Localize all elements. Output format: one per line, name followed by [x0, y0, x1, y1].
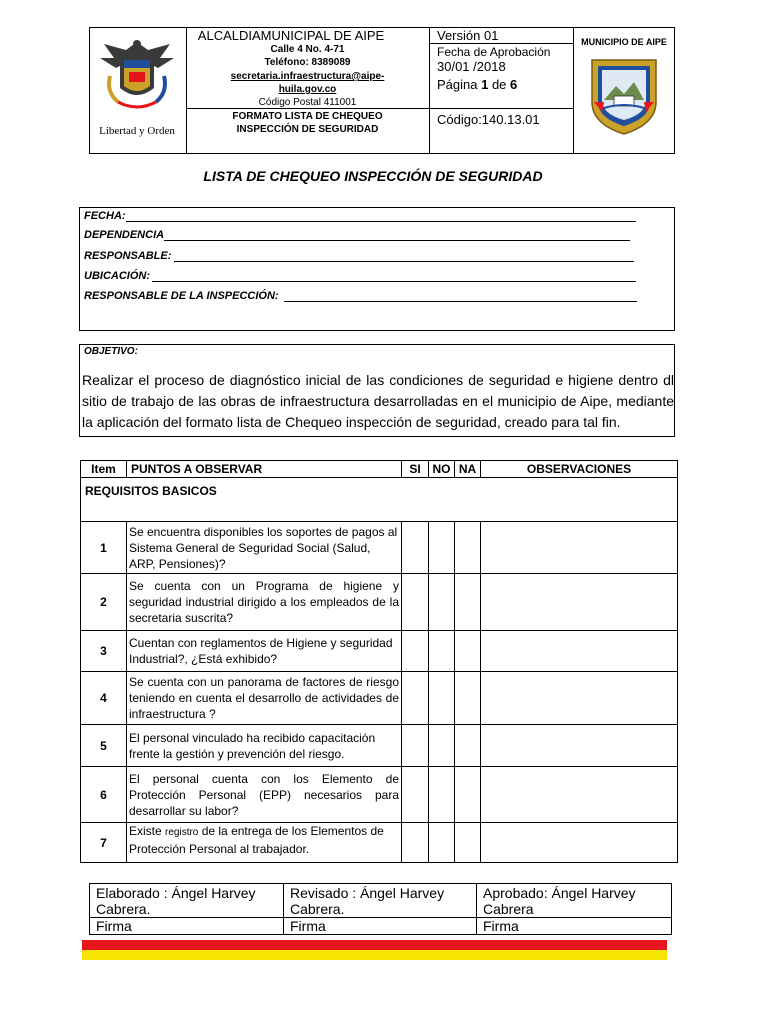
header-divider	[429, 27, 430, 154]
format-title-line2: INSPECCIÓN DE SEGURIDAD	[236, 124, 379, 135]
page-current: 1	[481, 77, 489, 92]
row-number: 7	[81, 823, 127, 863]
municipal-shield-icon	[590, 56, 658, 136]
observations-cell[interactable]	[481, 725, 678, 767]
field-dependencia-label: DEPENDENCIA	[84, 229, 165, 241]
field-responsable-inspeccion-label: RESPONSABLE DE LA INSPECCIÓN:	[84, 290, 279, 302]
row-number: 6	[81, 767, 127, 823]
row-question: El personal vinculado ha recibido capacitación frente la gestión y prevención del riesgo.	[127, 725, 402, 767]
table-header-row	[81, 461, 678, 478]
field-ubicacion-label: UBICACIÓN:	[84, 270, 150, 282]
row-number: 1	[81, 522, 127, 574]
check-na[interactable]	[455, 522, 481, 574]
flag-stripe-yellow	[82, 950, 667, 960]
observations-cell[interactable]	[481, 574, 678, 631]
observations-cell[interactable]	[481, 672, 678, 725]
check-na[interactable]	[455, 672, 481, 725]
table-row	[81, 631, 678, 672]
approval-label: Fecha de Aprobación	[437, 45, 551, 59]
check-no[interactable]	[429, 631, 455, 672]
observations-cell[interactable]	[481, 823, 678, 863]
page-title: LISTA DE CHEQUEO INSPECCIÓN DE SEGURIDAD	[203, 168, 543, 184]
email-line2: huila.gov.co	[278, 84, 337, 95]
col-si-header: SI	[402, 461, 429, 478]
observations-cell[interactable]	[481, 522, 678, 574]
check-no[interactable]	[429, 522, 455, 574]
check-si[interactable]	[402, 725, 429, 767]
elaborado-by: Elaborado : Ángel Harvey Cabrera.	[90, 884, 284, 918]
phone: Teléfono: 8389089	[264, 57, 351, 68]
signature-firma-row	[90, 918, 672, 935]
row-question: Cuentan con reglamentos de Higiene y seguridad Industrial?, ¿Está exhibido?	[127, 631, 402, 672]
section-title: REQUISITOS BASICOS	[81, 478, 678, 522]
field-responsable-label: RESPONSABLE:	[84, 250, 172, 262]
objective-text: Realizar el proceso de diagnóstico inicial de las condiciones de seguridad e higiene dentro dl sitio de trabajo de las obras de infraestructura desarrolladas en el municipio de Aipe, mediante la aplicación del formato lista de Chequeo inspección de seguridad, creado para tal fin.	[82, 372, 674, 430]
row-question	[127, 823, 402, 863]
objective-label: OBJETIVO:	[84, 346, 138, 357]
signature-names-row	[90, 884, 672, 918]
field-responsable-inspeccion-line[interactable]	[284, 301, 637, 302]
page-prefix: Página	[437, 77, 482, 92]
check-si[interactable]	[402, 672, 429, 725]
address: Calle 4 No. 4-71	[270, 44, 345, 55]
document-code: Código:140.13.01	[437, 112, 540, 127]
check-no[interactable]	[429, 672, 455, 725]
row-question: Se cuenta con un panorama de factores de riesgo teniendo en cuenta el desarrollo de actividades de infraestructura ?	[127, 672, 402, 725]
row-number: 5	[81, 725, 127, 767]
version: Versión 01	[437, 28, 499, 43]
observations-cell[interactable]	[481, 767, 678, 823]
header-divider	[186, 108, 429, 109]
header-divider	[429, 43, 573, 44]
check-na[interactable]	[455, 823, 481, 863]
field-dependencia-line[interactable]	[164, 240, 630, 241]
check-si[interactable]	[402, 767, 429, 823]
check-na[interactable]	[455, 631, 481, 672]
municipality-title: MUNICIPIO DE AIPE	[581, 37, 667, 47]
col-item-header: Item	[81, 461, 127, 478]
col-no-header: NO	[429, 461, 455, 478]
check-no[interactable]	[429, 823, 455, 863]
checklist-table	[80, 460, 678, 863]
firma-revisado[interactable]: Firma	[284, 918, 477, 935]
row-number: 3	[81, 631, 127, 672]
check-na[interactable]	[455, 725, 481, 767]
table-row	[81, 767, 678, 823]
check-si[interactable]	[402, 522, 429, 574]
page-number	[437, 77, 517, 92]
row-question: El personal cuenta con los Elemento de Protección Personal (EPP) necesarios para desarrollar su labor?	[127, 767, 402, 823]
aprobado-by: Aprobado: Ángel Harvey Cabrera	[477, 884, 672, 918]
approval-date: 30/01 /2018	[437, 59, 506, 74]
signatures-table	[89, 883, 672, 935]
check-na[interactable]	[455, 574, 481, 631]
revisado-by: Revisado : Ángel Harvey Cabrera.	[284, 884, 477, 918]
col-points-header: PUNTOS A OBSERVAR	[127, 461, 402, 478]
check-no[interactable]	[429, 574, 455, 631]
row-question-small: registro	[165, 827, 199, 838]
check-na[interactable]	[455, 767, 481, 823]
row-question: Se cuenta con un Programa de higiene y seguridad industrial dirigido a los empleados de la secretaria suscrita?	[127, 574, 402, 631]
row-question-part: Existe	[129, 824, 166, 838]
check-si[interactable]	[402, 574, 429, 631]
org-name: ALCALDIAMUNICIPAL DE AIPE	[197, 28, 385, 43]
table-row	[81, 823, 678, 863]
page-total: 6	[510, 77, 518, 92]
col-na-header: NA	[455, 461, 481, 478]
check-no[interactable]	[429, 767, 455, 823]
check-si[interactable]	[402, 823, 429, 863]
field-fecha-line[interactable]	[126, 221, 636, 222]
table-row	[81, 522, 678, 574]
table-row	[81, 672, 678, 725]
row-question-part: de la entrega de los Elementos de Protección Personal al trabajador.	[129, 824, 384, 856]
page-of: de	[488, 77, 511, 92]
col-observations-header: OBSERVACIONES	[481, 461, 678, 478]
header-divider	[429, 108, 573, 109]
firma-elaborado[interactable]: Firma	[90, 918, 284, 935]
municipality-shield-logo	[590, 56, 658, 141]
email-line1: secretaria.infraestructura@aipe-	[230, 71, 385, 82]
check-si[interactable]	[402, 631, 429, 672]
flag-stripe-red	[82, 940, 667, 950]
info-fields-box	[79, 207, 675, 331]
field-responsable-line[interactable]	[174, 261, 634, 262]
postal-code: Código Postal 411001	[258, 97, 357, 108]
format-title-line1: FORMATO LISTA DE CHEQUEO	[232, 111, 383, 122]
colombia-coat-of-arms-logo	[96, 36, 178, 136]
table-row	[81, 574, 678, 631]
firma-aprobado[interactable]: Firma	[477, 918, 672, 935]
section-row	[81, 478, 678, 522]
logo-caption: Libertad y Orden	[99, 125, 175, 137]
row-question: Se encuentra disponibles los soportes de pagos al Sistema General de Seguridad Social (Salud, ARP, Pensiones)?	[127, 522, 402, 574]
condor-shield-icon	[96, 36, 178, 122]
row-number: 4	[81, 672, 127, 725]
table-row	[81, 725, 678, 767]
check-no[interactable]	[429, 725, 455, 767]
row-number: 2	[81, 574, 127, 631]
field-fecha-label: FECHA:	[84, 210, 126, 222]
field-ubicacion-line[interactable]	[152, 281, 636, 282]
observations-cell[interactable]	[481, 631, 678, 672]
